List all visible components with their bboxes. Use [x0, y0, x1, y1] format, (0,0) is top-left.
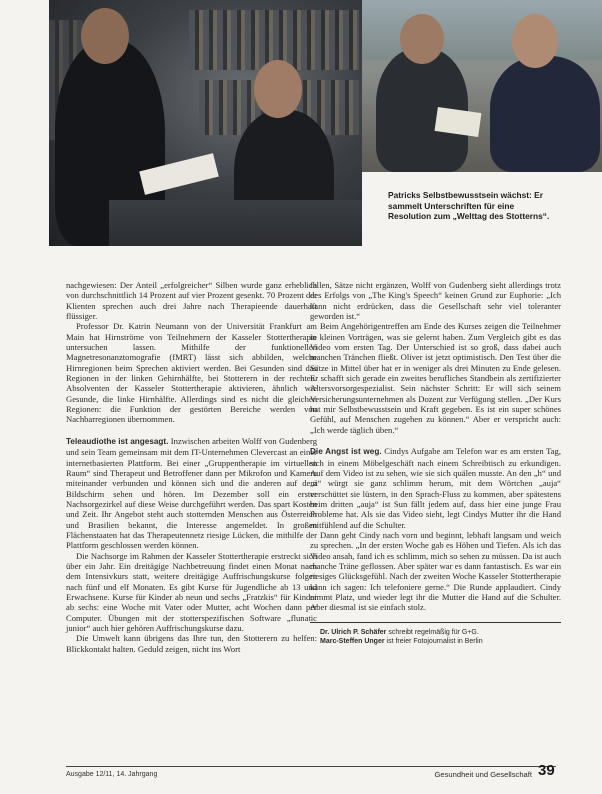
photo-shop-scene — [49, 0, 362, 246]
paragraph — [66, 436, 317, 551]
paragraph: fallen, Sätze nicht ergänzen, Wolff von Gudenberg sieht allerdings trotz des Erfolgs von „The King's Speech“ keinen Grund zur Euphorie: „Ich kann nicht erdrücken, dass die Gesellschaft sehr viel toleranter geworden ist.“ — [310, 280, 561, 322]
author-note — [310, 637, 561, 647]
author-note — [310, 628, 561, 638]
paragraph: Professor Dr. Katrin Neumann von der Universität Frankfurt am Main hat Hirnströme von Teilnehmern der Kasseler Stottertherapie untersuchen lassen. Mithilfe der funktionellen Magnetresonanztomografie (fMRT) lässt sich abbilden, welche Hirnregionen beim Sprechen aktiviert werden. Bei Gesunden sind das Regionen in der linken Gehirnhälfte, bei Stotterern in der rechten. Absolventen der Kasseler Stottertherapie aktivieren, ähnlich wie Gesunde, die linke Hirnhälfte. Allerdings sind es nicht die gleichen Regionen: die Funktion der gestörten Bereiche werden von Nachbarregionen übernommen. — [66, 321, 317, 425]
footer-divider — [66, 766, 556, 767]
paragraph — [310, 446, 561, 530]
paragraph: Beim Angehörigentreffen am Ende des Kurses zeigen die Teilnehmer in kleinen Vorträgen, was sie gelernt haben. Zum Vergleich gibt es das Video vom ersten Tag. Der Unterschied ist so groß, dass dabei auch manchen Tränchen fließt. Oliver ist jetzt optimistisch. Den Test über die Sätze in Mittel über hat er in weniger als drei Minuten zu Ende gelesen. Er schafft sich gerade ein zweites berufliches Standbein als zertifizierter Altersvorsorgespezialist. Sein nächster Schritt: Er will sich seinem Versicherungsunternehmen als Dozent zur Verfügung stellen. „Der Kurs hat mir Selbstbewusstsein und Kraft gegeben. Es ist ein super schönes Gefühl, auf Menschen zugehen zu können.“ Aber er verspricht auch: „Ich werde täglich üben.“ — [310, 321, 561, 435]
author-name: Marc-Steffen Unger — [320, 638, 385, 646]
photo-street-scene — [362, 0, 602, 172]
author-name: Dr. Ulrich P. Schäfer — [320, 628, 387, 636]
page-number: 39 — [538, 762, 555, 779]
photo-caption: Patricks Selbstbewusstsein wächst: Er sammelt Unterschriften für eine Resolution zum „Welttag des Stotterns“. — [388, 190, 550, 221]
paragraph: Die Umwelt kann übrigens das Ihre tun, den Stotterern zu helfen: Blickkontakt halten. Geduld zeigen, nicht ins Wort — [66, 633, 317, 654]
issue-info: Ausgabe 12/11, 14. Jahrgang — [66, 771, 158, 778]
section-name: Gesundheit und Gesellschaft — [434, 770, 532, 779]
paragraph: nachgewiesen: Der Anteil „erfolgreicher“ Silben wurde ganz erheblich von durchschnittlich 14 Prozent auf vier Prozent gesenkt. 70 Prozent der Klienten sprechen auch drei Jahre nach Therapieende dauerhaft flüssiger. — [66, 280, 317, 322]
section-lead: Die Angst ist weg. — [310, 447, 382, 457]
paragraph-body: Inzwischen arbeiten Wolff von Gudenberg und sein Team gemeinsam mit dem IT-Unternehmen Clevercast an einer internetbasierten Plattform. Bei einer „Gruppentherapie im virtuellen Raum“ sind Therapeut und Betroffener dann per Mikrofon und Kamera miteinander verbunden und können sich und die anderen auf dem Bildschirm sehen und hören. Im Dezember soll ein erster Nachsorgezirkel auf diese Weise durchgeführt werden. Das spart Kosten und Zeit. Ihr Angebot steht auch stotternden Menschen aus Österreich und Brasilien bekannt, die Interesse angemeldet. In großen Flächenstaaten hat das Therapeutennetz riesige Lücken, die mithilfe der Plattform geschlossen werden können. — [66, 435, 317, 551]
author-role: ist freier Fotojournalist in Berlin — [386, 638, 483, 646]
paragraph: Die Nachsorge im Rahmen der Kasseler Stottertherapie erstreckt sich über ein Jahr. Ein dreitägige Nachbetreuung findet einen Monat nach dem Intensivkurs statt, weitere dreitägige Auffrischungskurse folgen nach fünf und elf Monaten. Es gibt Kurse für Jugendliche ab 13 und Erwachsene. Kurse für Kinder ab neun und sechs „Fratzkis“ für Kinder ab sechs: eine Woche mit Vater oder Mutter, acht Wochen dann per Computer. Übungen mit der stotterspezifischen Software „flunatic junior“ auch hier gehören Auffrischungskurse dazu. — [66, 550, 317, 633]
text-column-left — [66, 280, 317, 654]
section-lead: Teleaudiothe ist angesagt. — [66, 436, 169, 446]
divider — [310, 622, 561, 623]
text-column-right — [310, 280, 561, 647]
paragraph: Dann geht Cindy nach vorn und beginnt, lebhaft langsam und weich zu sprechen. „In der ersten Woche gab es Höhen und Tiefen. Als ich das Video ansah, fand ich es schlimm, mich so sehen zu müssen. Da ist auch manche Träne geflossen. Aber später war es dann fantastisch. Es war ein riesiges Glücksgefühl. Nach der zweiten Woche Kasseler Stottertherapie kann ich sagen: Ich telefoniere gerne.“ Die Runde applaudiert. Cindy nimmt Platz, und wieder legt ihr die Mutter die Hand auf die Schulter. Aber diesmal ist sie einfach stolz. — [310, 529, 561, 613]
paragraph-body: Cindys Aufgabe am Telefon war es am ersten Tag, sich in einem Möbelgeschäft nach einem Schreibtisch zu erkundigen. Auf dem Video ist zu sehen, wie sie sich quälen musste. An den „h“ und „ä“ würgt sie ganz schlimm herum, mit dem Wörtchen „auja“ verschüttet sie lüstern, in den Sprach-Fluss zu kommen, aber spätestens beim dritten „auja“ ist Sun fällt jedem auf, dass hier eine junge Frau Probleme hat. Als sie das Video sieht, legt Cindys Mutter ihr die Hand mitfühlend auf die Schulter. — [310, 446, 561, 530]
author-role: schreibt regelmäßig für G+G. — [388, 628, 479, 636]
